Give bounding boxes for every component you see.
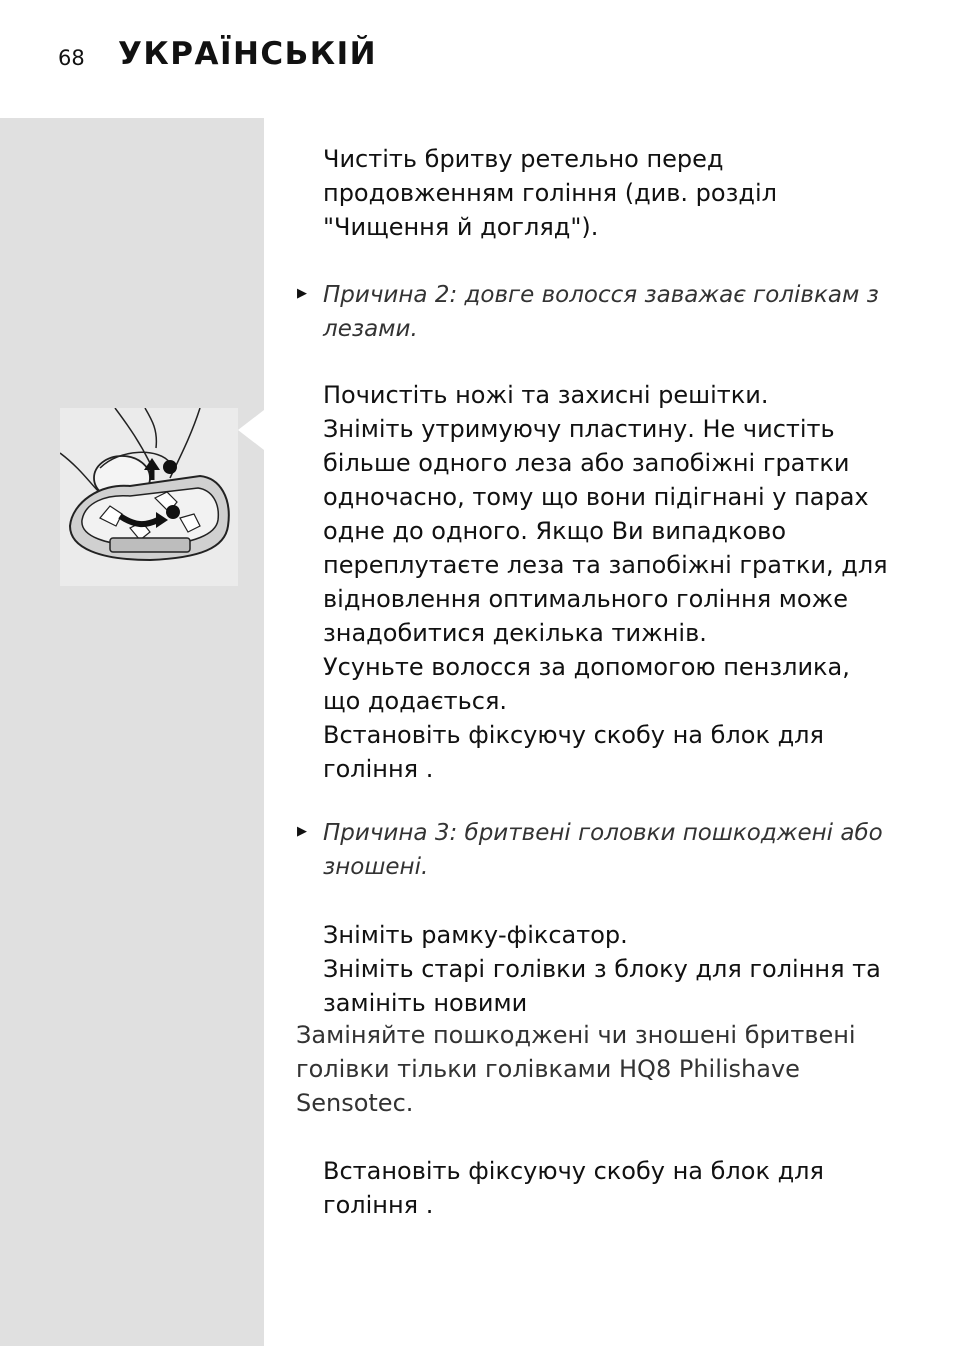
cause-3: Причина 3: бритвені головки пошкоджені або зношені. [323,820,883,880]
cause-2: Причина 2: довге волосся заважає голівкам з лезами. [323,282,879,342]
replace-note: Заміняйте пошкоджені чи зношені бритвені голівки тільки голівками HQ8 Philishave Sensotec. [296,1021,856,1117]
page-header [0,0,954,118]
step-replace-heads: Зніміть рамку-фіксатор. Зніміть старі голівки з блоку для гоління та замініть новими [323,921,881,1017]
step-clean-shaver: Чистіть бритву ретельно перед продовженням гоління (див. розділ "Чищення й догляд"). [323,145,777,241]
side-band [0,118,264,1346]
shaver-head-illustration [60,408,238,586]
triangle-bullet-icon: ▶ [297,824,307,839]
shaver-head-drawing-icon [60,408,238,586]
step-clean-cutters: Почистіть ножі та захисні решітки. Зніміть утримуючу пластину. Не чистіть більше одного леза або запобіжні гратки одночасно, тому що вони підігнані у парах одне до одного. Якщо Ви випадково переплутаєте леза та запобіжні гратки, для відновлення оптимального гоління може знадобитися декілька тижнів. Усуньте волосся за допомогою пензлика, що додається. Встановіть фіксуючу скобу на блок для гоління . [323,381,888,783]
page-number: 68 [58,46,85,70]
step-reattach-frame: Встановіть фіксуючу скобу на блок для гоління . [323,1157,824,1219]
section-title: УКРАЇНСЬКІЙ [118,36,378,72]
callout-pointer [238,410,264,450]
triangle-bullet-icon: ▶ [297,286,307,301]
